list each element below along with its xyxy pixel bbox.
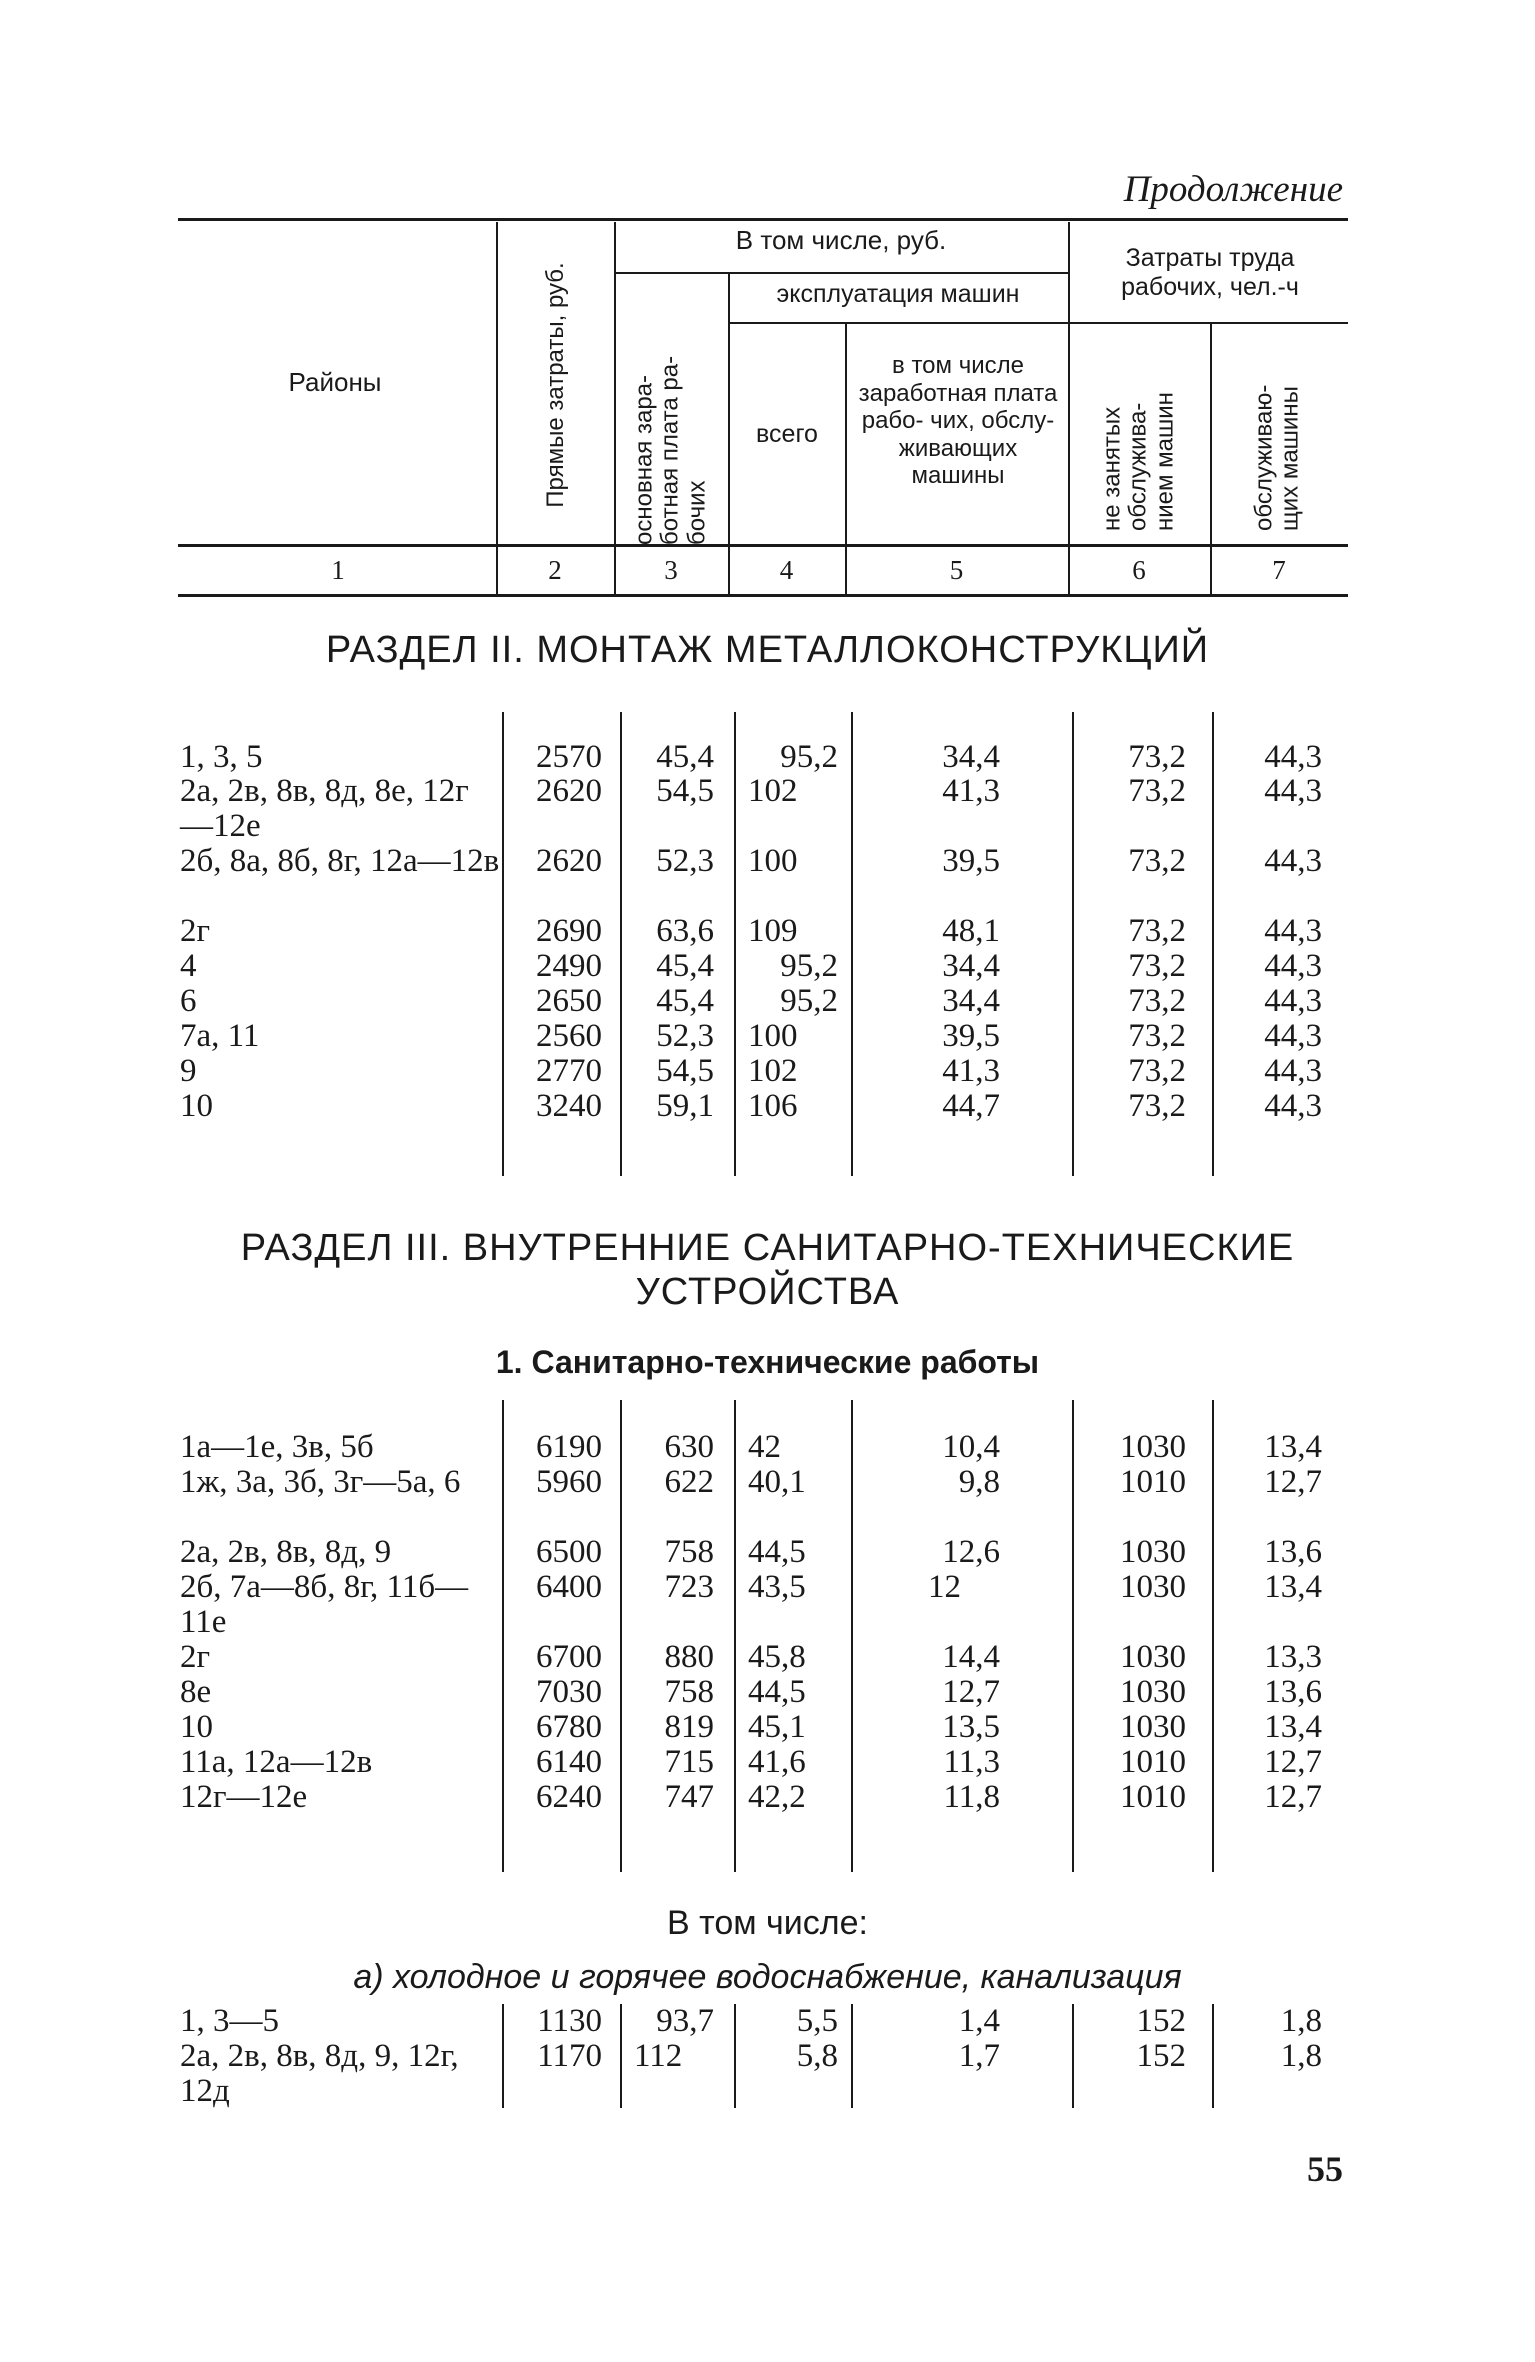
- cell-machines-total: 95,2: [780, 948, 838, 984]
- cell-machines-wage: 41,3: [942, 1053, 1000, 1089]
- cell-labor-other: 1030: [1120, 1429, 1186, 1465]
- column-number: 4: [779, 555, 794, 585]
- column-number: 7: [1272, 555, 1286, 585]
- cell-machines-wage: 1,4: [958, 2003, 1000, 2039]
- header-regions: Районы: [288, 367, 382, 397]
- cell-machines-total: 102: [748, 773, 798, 809]
- column-number: 5: [949, 555, 964, 585]
- cell-region: 2б, 8а, 8б, 8г, 12а—12в: [180, 843, 500, 879]
- cell-wage: 45,4: [656, 948, 714, 984]
- cell-direct: 2620: [536, 773, 602, 809]
- header-machine-wage: в том числе заработная плата рабо- чих, обслу- живающих машины: [858, 352, 1058, 490]
- cell-region: 1ж, 3а, 3б, 3г—5а, 6: [180, 1464, 461, 1500]
- cell-region: 7а, 11: [180, 1018, 260, 1054]
- cell-machines-total: 100: [748, 1018, 798, 1054]
- cell-machines-wage: 48,1: [942, 913, 1000, 949]
- cell-machines-wage: 12,6: [942, 1534, 1000, 1570]
- column-divider: [620, 712, 622, 1176]
- header-divider: [496, 222, 498, 594]
- header-divider: [614, 222, 616, 594]
- column-divider: [851, 2004, 853, 2108]
- cell-machines-total: 95,2: [780, 983, 838, 1019]
- cell-labor-machine: 1,8: [1280, 2003, 1322, 2039]
- cell-machines-total: 102: [748, 1053, 798, 1089]
- cell-machines-total: 42: [748, 1429, 781, 1465]
- section3-title-line1: РАЗДЕЛ III. ВНУТРЕННИЕ САНИТАРНО-ТЕХНИЧЕСКИЕ: [240, 1227, 1295, 1269]
- cell-region: 1а—1е, 3в, 5б: [180, 1429, 374, 1465]
- cell-wage: 93,7: [656, 2003, 714, 2039]
- cell-machines-wage: 39,5: [942, 843, 1000, 879]
- cell-machines-wage: 11,3: [943, 1744, 1000, 1780]
- cell-wage: 622: [664, 1464, 714, 1500]
- cell-wage: 758: [664, 1674, 714, 1710]
- cell-wage: 52,3: [656, 843, 714, 879]
- column-divider: [734, 1400, 736, 1872]
- column-divider: [1212, 1400, 1214, 1872]
- column-divider: [851, 712, 853, 1176]
- cell-labor-machine: 13,6: [1264, 1674, 1322, 1710]
- column-number: 2: [548, 555, 562, 585]
- cell-labor-other: 73,2: [1128, 948, 1186, 984]
- cell-machines-total: 43,5: [748, 1569, 806, 1605]
- cell-labor-machine: 44,3: [1264, 843, 1322, 879]
- cell-machines-wage: 11,8: [943, 1779, 1000, 1815]
- cell-wage: 54,5: [656, 773, 714, 809]
- cell-direct: 6400: [536, 1569, 602, 1605]
- cell-direct: 5960: [536, 1464, 602, 1500]
- cell-machines-total: 5,5: [796, 2003, 838, 2039]
- cell-region: 9: [180, 1053, 197, 1089]
- cell-labor-other: 73,2: [1128, 913, 1186, 949]
- cell-machines-wage: 12: [928, 1569, 961, 1605]
- column-divider: [1072, 2004, 1074, 2108]
- cell-wage: 723: [664, 1569, 714, 1605]
- cell-labor-machine: 13,6: [1264, 1534, 1322, 1570]
- cell-wage: 54,5: [656, 1053, 714, 1089]
- header-divider: [1210, 322, 1212, 594]
- cell-region: 2а, 2в, 8в, 8д, 9: [180, 1534, 392, 1570]
- numbers-bottom-rule: [178, 594, 1348, 597]
- column-number: 3: [664, 555, 678, 585]
- cell-labor-other: 1010: [1120, 1744, 1186, 1780]
- cell-machines-total: 44,5: [748, 1534, 806, 1570]
- header-serving: обслуживаю- щих машины: [1250, 384, 1304, 531]
- header-group-machines: эксплуатация машин: [776, 280, 1020, 308]
- cell-direct: 2560: [536, 1018, 602, 1054]
- cell-wage: 45,4: [656, 739, 714, 775]
- column-divider: [1072, 1400, 1074, 1872]
- cell-direct: 6140: [536, 1744, 602, 1780]
- cell-labor-other: 1030: [1120, 1674, 1186, 1710]
- cell-wage: 715: [664, 1744, 714, 1780]
- column-divider: [502, 1400, 504, 1872]
- cell-direct: 2690: [536, 913, 602, 949]
- continuation-label: Продолжение: [1123, 169, 1343, 210]
- cell-labor-other: 73,2: [1128, 1053, 1186, 1089]
- cell-labor-other: 1010: [1120, 1464, 1186, 1500]
- column-divider: [502, 712, 504, 1176]
- cell-labor-machine: 44,3: [1264, 948, 1322, 984]
- section3-title-line2: УСТРОЙСТВА: [635, 1271, 900, 1313]
- subsection-a-title: а) холодное и горячее водоснабжение, канализация: [353, 1958, 1182, 1996]
- cell-machines-total: 109: [748, 913, 798, 949]
- cell-direct: 6780: [536, 1709, 602, 1745]
- cell-direct: 7030: [536, 1674, 602, 1710]
- cell-labor-machine: 44,3: [1264, 739, 1322, 775]
- cell-machines-total: 45,8: [748, 1639, 806, 1675]
- header-group-incl: В том числе, руб.: [735, 225, 947, 255]
- cell-labor-other: 1030: [1120, 1534, 1186, 1570]
- cell-direct: 6700: [536, 1639, 602, 1675]
- cell-direct: 2620: [536, 843, 602, 879]
- cell-labor-machine: 44,3: [1264, 1088, 1322, 1124]
- cell-machines-wage: 34,4: [942, 983, 1000, 1019]
- column-divider: [502, 2004, 504, 2108]
- cell-machines-total: 40,1: [748, 1464, 806, 1500]
- cell-machines-wage: 1,7: [958, 2038, 1000, 2074]
- cell-labor-other: 73,2: [1128, 1018, 1186, 1054]
- cell-machines-total: 95,2: [780, 739, 838, 775]
- cell-labor-other: 73,2: [1128, 983, 1186, 1019]
- column-divider: [1212, 2004, 1214, 2108]
- cell-region: 4: [180, 948, 197, 984]
- cell-region: 11а, 12а—12в: [180, 1744, 373, 1780]
- column-number: 6: [1132, 555, 1146, 585]
- cell-labor-machine: 1,8: [1280, 2038, 1322, 2074]
- cell-direct: 6500: [536, 1534, 602, 1570]
- cell-region: 1, 3—5: [180, 2003, 279, 2039]
- cell-labor-other: 73,2: [1128, 843, 1186, 879]
- cell-direct: 2490: [536, 948, 602, 984]
- section2-title: РАЗДЕЛ II. МОНТАЖ МЕТАЛЛОКОНСТРУКЦИЙ: [325, 629, 1210, 671]
- cell-labor-other: 152: [1136, 2003, 1186, 2039]
- cell-machines-wage: 14,4: [942, 1639, 1000, 1675]
- cell-machines-total: 5,8: [796, 2038, 838, 2074]
- column-divider: [851, 1400, 853, 1872]
- cell-labor-machine: 13,3: [1264, 1639, 1322, 1675]
- cell-machines-wage: 34,4: [942, 948, 1000, 984]
- cell-region: 2а, 2в, 8в, 8д, 8е, 12г—12е: [180, 773, 469, 844]
- cell-direct: 2770: [536, 1053, 602, 1089]
- including-title: В том числе:: [667, 1904, 868, 1942]
- cell-direct: 1130: [537, 2003, 602, 2039]
- column-divider: [1072, 712, 1074, 1176]
- cell-region: 6: [180, 983, 197, 1019]
- cell-region: 2б, 7а—8б, 8г, 11б—11е: [180, 1569, 469, 1640]
- cell-labor-machine: 13,4: [1264, 1569, 1322, 1605]
- cell-wage: 880: [664, 1639, 714, 1675]
- cell-direct: 6190: [536, 1429, 602, 1465]
- cell-labor-other: 1030: [1120, 1639, 1186, 1675]
- cell-labor-other: 1030: [1120, 1569, 1186, 1605]
- cell-machines-wage: 44,7: [942, 1088, 1000, 1124]
- header-group-labor: Затраты труда рабочих, чел.-ч: [1121, 244, 1299, 301]
- column-divider: [734, 712, 736, 1176]
- header-subrule: [614, 272, 1068, 274]
- cell-direct: 2570: [536, 739, 602, 775]
- cell-region: 12г—12е: [180, 1779, 308, 1815]
- cell-labor-other: 152: [1136, 2038, 1186, 2074]
- cell-machines-wage: 10,4: [942, 1429, 1000, 1465]
- cell-region: 2г: [180, 1639, 211, 1675]
- header-direct-costs: Прямые затраты, руб.: [541, 262, 569, 508]
- cell-labor-machine: 12,7: [1264, 1779, 1322, 1815]
- cell-region: 10: [180, 1709, 213, 1745]
- cell-wage: 819: [664, 1709, 714, 1745]
- header-divider: [1068, 222, 1070, 594]
- cell-machines-total: 42,2: [748, 1779, 806, 1815]
- cell-wage: 63,6: [656, 913, 714, 949]
- cell-machines-wage: 41,3: [942, 773, 1000, 809]
- section3-subtitle: 1. Санитарно-технические работы: [495, 1344, 1040, 1380]
- column-number: 1: [331, 555, 345, 585]
- cell-region: 10: [180, 1088, 213, 1124]
- cell-labor-machine: 12,7: [1264, 1464, 1322, 1500]
- header-subrule: [1068, 322, 1348, 324]
- header-not-serving: не занятых обслужива- нием машин: [1098, 392, 1179, 531]
- cell-machines-wage: 34,4: [942, 739, 1000, 775]
- cell-wage: 112: [634, 2038, 683, 2074]
- cell-labor-other: 1030: [1120, 1709, 1186, 1745]
- table-top-rule: [178, 218, 1348, 221]
- cell-machines-total: 44,5: [748, 1674, 806, 1710]
- header-subrule: [728, 322, 1068, 324]
- cell-labor-machine: 44,3: [1264, 913, 1322, 949]
- cell-direct: 2650: [536, 983, 602, 1019]
- cell-machines-wage: 9,8: [958, 1464, 1000, 1500]
- cell-wage: 52,3: [656, 1018, 714, 1054]
- cell-labor-machine: 44,3: [1264, 1053, 1322, 1089]
- header-total: всего: [756, 420, 818, 448]
- column-divider: [1212, 712, 1214, 1176]
- cell-wage: 45,4: [656, 983, 714, 1019]
- cell-region: 2а, 2в, 8в, 8д, 9, 12г, 12д: [180, 2038, 459, 2109]
- cell-labor-machine: 13,4: [1264, 1429, 1322, 1465]
- cell-labor-machine: 13,4: [1264, 1709, 1322, 1745]
- cell-wage: 59,1: [656, 1088, 714, 1124]
- header-bottom-rule: [178, 544, 1348, 547]
- cell-machines-total: 106: [748, 1088, 798, 1124]
- cell-region: 1, 3, 5: [180, 739, 263, 775]
- cell-direct: 1170: [537, 2038, 602, 2074]
- cell-machines-total: 100: [748, 843, 798, 879]
- cell-direct: 3240: [536, 1088, 602, 1124]
- cell-direct: 6240: [536, 1779, 602, 1815]
- header-divider: [845, 322, 847, 594]
- cell-wage: 747: [664, 1779, 714, 1815]
- cell-machines-wage: 39,5: [942, 1018, 1000, 1054]
- cell-labor-other: 73,2: [1128, 773, 1186, 809]
- column-divider: [620, 2004, 622, 2108]
- cell-wage: 758: [664, 1534, 714, 1570]
- cell-labor-other: 73,2: [1128, 739, 1186, 775]
- cell-labor-other: 73,2: [1128, 1088, 1186, 1124]
- page-number: 55: [1307, 2149, 1343, 2189]
- cell-labor-machine: 44,3: [1264, 773, 1322, 809]
- cell-machines-total: 41,6: [748, 1744, 806, 1780]
- cell-labor-machine: 12,7: [1264, 1744, 1322, 1780]
- column-divider: [734, 2004, 736, 2108]
- cell-labor-other: 1010: [1120, 1779, 1186, 1815]
- cell-labor-machine: 44,3: [1264, 1018, 1322, 1054]
- cell-machines-wage: 12,7: [942, 1674, 1000, 1710]
- cell-labor-machine: 44,3: [1264, 983, 1322, 1019]
- header-base-wage: основная зара- ботная плата ра- бочих: [630, 355, 711, 545]
- cell-machines-total: 45,1: [748, 1709, 806, 1745]
- cell-region: 2г: [180, 913, 211, 949]
- cell-wage: 630: [664, 1429, 714, 1465]
- cell-machines-wage: 13,5: [942, 1709, 1000, 1745]
- column-divider: [620, 1400, 622, 1872]
- cell-region: 8е: [180, 1674, 212, 1710]
